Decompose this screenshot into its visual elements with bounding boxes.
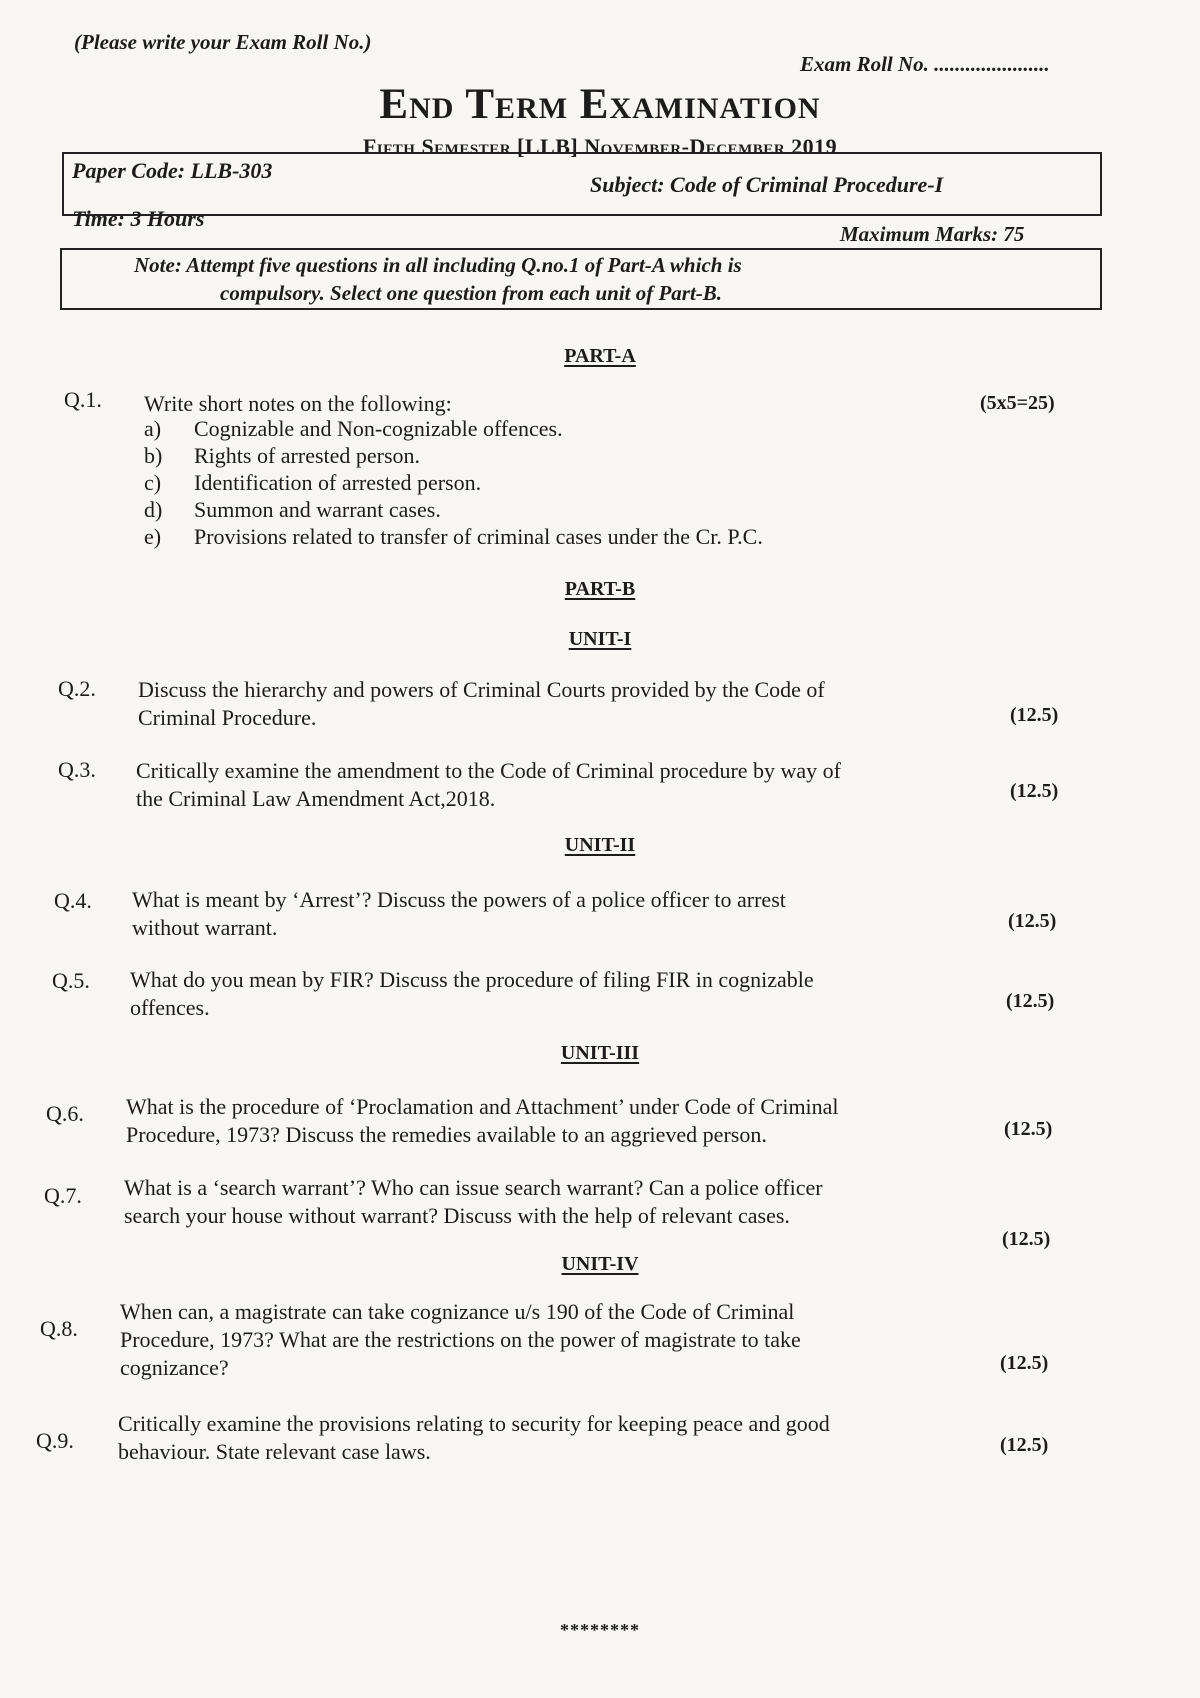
list-item: c) Identification of arrested person.	[144, 470, 482, 495]
semester-line: Fifth Semester [LLB] November-December 2019	[362, 134, 838, 159]
question-marks: (12.5)	[1002, 1228, 1051, 1250]
question-marks: (12.5)	[1000, 1434, 1049, 1456]
unit-heading: UNIT-I	[568, 628, 632, 650]
unit-heading: UNIT-III	[560, 1042, 640, 1064]
part-a-heading: PART-A	[564, 345, 636, 367]
question-text: What is meant by ‘Arrest’? Discuss the powers of a police officer to arrest without warrant.	[132, 887, 786, 940]
end-marker: ********	[560, 1620, 640, 1640]
question-text: Write short notes on the following:	[144, 391, 452, 416]
question-marks: (12.5)	[1010, 780, 1059, 802]
question-text: Discuss the hierarchy and powers of Criminal Courts provided by the Code of Criminal Procedure.	[138, 677, 825, 730]
paper-code: Paper Code: LLB-303	[72, 158, 273, 183]
question-marks: (12.5)	[1008, 910, 1057, 932]
question-text: What do you mean by FIR? Discuss the procedure of filing FIR in cognizable offences.	[130, 967, 814, 1020]
question-number: Q.3.	[58, 757, 96, 782]
exam-time: Time: 3 Hours	[72, 206, 205, 231]
question-number: Q.4.	[54, 888, 92, 913]
question-marks: (5x5=25)	[980, 392, 1055, 414]
question-number: Q.2.	[58, 676, 96, 701]
unit-heading: UNIT-II	[564, 834, 636, 856]
question-marks: (12.5)	[1000, 1352, 1049, 1374]
exam-title: End Term Examination	[379, 81, 821, 128]
part-b-heading: PART-B	[564, 578, 636, 600]
roll-number-field: Exam Roll No. ......................	[800, 52, 1050, 76]
list-item: e) Provisions related to transfer of criminal cases under the Cr. P.C.	[144, 524, 763, 549]
note-line-1: Note: Attempt five questions in all including Q.no.1 of Part-A which is	[134, 253, 742, 277]
question-number: Q.7.	[44, 1183, 82, 1208]
question-text: Critically examine the amendment to the Code of Criminal procedure by way of the Criminal Law Amendment Act,2018.	[136, 758, 842, 811]
maximum-marks: Maximum Marks: 75	[840, 222, 1025, 246]
roll-number-instruction: (Please write your Exam Roll No.)	[74, 30, 372, 54]
question-number: Q.5.	[52, 968, 90, 993]
note-line-2: compulsory. Select one question from each unit of Part-B.	[220, 281, 723, 305]
question-text: What is a ‘search warrant’? Who can issue search warrant? Can a police officer search your house without warrant? Discuss with the help of relevant cases.	[124, 1175, 823, 1228]
question-marks: (12.5)	[1004, 1118, 1053, 1140]
question-number: Q.1.	[64, 387, 102, 412]
question-text: Critically examine the provisions relating to security for keeping peace and good behaviour. State relevant case laws.	[118, 1411, 830, 1464]
question-number: Q.8.	[40, 1316, 78, 1341]
list-item: a) Cognizable and Non-cognizable offences.	[144, 416, 563, 441]
question-text: What is the procedure of ‘Proclamation and Attachment’ under Code of Criminal Procedure, 1973? Discuss the remedies available to an aggrieved person.	[126, 1094, 839, 1147]
question-marks: (12.5)	[1006, 990, 1055, 1012]
unit-heading: UNIT-IV	[561, 1253, 639, 1275]
subject: Subject: Code of Criminal Procedure-I	[590, 172, 944, 197]
list-item: b) Rights of arrested person.	[144, 443, 421, 468]
question-number: Q.6.	[46, 1101, 84, 1126]
question-text: When can, a magistrate can take cognizance u/s 190 of the Code of Criminal Procedure, 1973? What are the restrictions on the power of magistrate to take cognizance?	[120, 1299, 801, 1380]
question-marks: (12.5)	[1010, 704, 1059, 726]
list-item: d) Summon and warrant cases.	[144, 497, 441, 522]
question-number: Q.9.	[36, 1428, 74, 1453]
